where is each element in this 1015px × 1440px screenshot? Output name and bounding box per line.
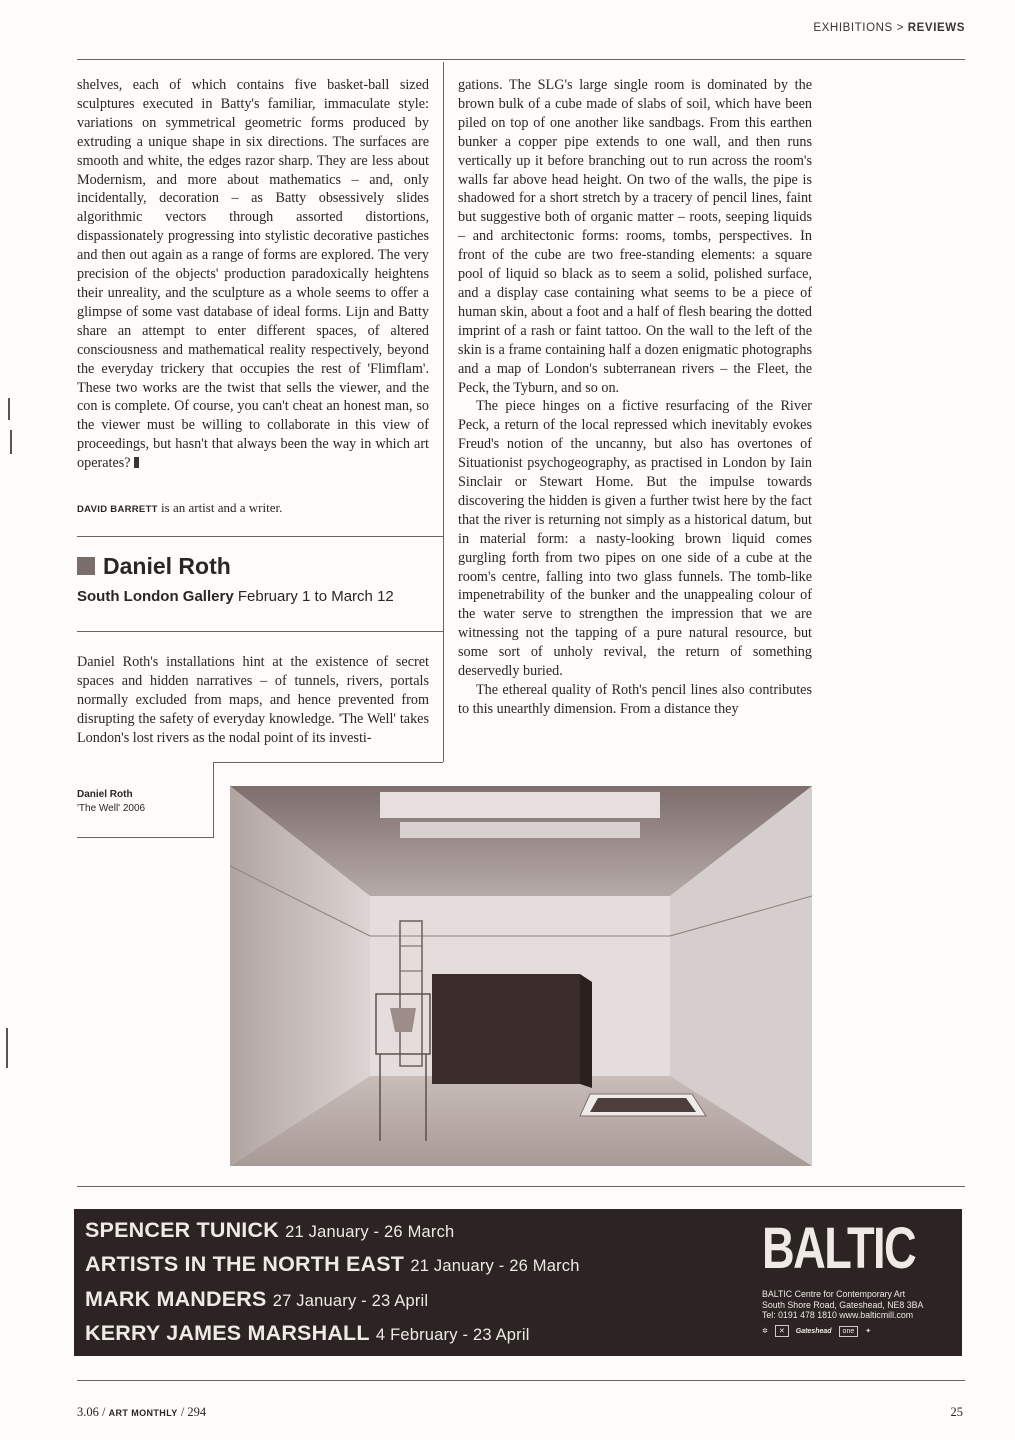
baltic-logo: BALTIC (762, 1216, 916, 1281)
right-paragraph-1: gations. The SLG's large single room is dominated by the brown bulk of a cube made of slabs of soil, which have been piled on top of one another like sandbags. From this earthen bunker a copper pipe extends to one wall, and then runs vertically up it before branching out to run across the room's walls far above head height. On two of the walls, the pipe is shadowed for a short stretch by a tracery of pencil lines, faint but suggestive both of organic matter – roots, seeping liquids – and architectonic forms: rooms, tombs, perspectives. In front of the cube are two free-standing elements: a square pool of liquid so black as to seem a solid, polished surface, and a display case containing what seems to be a piece of human skin, about a foot and a half of flesh bearing the dotted imprint of a rash or faint tattoo. On the wall to the left of the skin is a frame containing half a dozen enigmatic photographs and a map of London's subterranean rivers – the Fleet, the Peck, the Tyburn, and so on. (458, 77, 812, 396)
installation-photo-image (230, 786, 812, 1166)
ad-exhibition-2: ARTISTS IN THE NORTH EAST 21 January - 26 March (85, 1252, 580, 1276)
footer-issue: 3.06 / ART MONTHLY / 294 (77, 1405, 207, 1419)
right-paragraph-3: The ethereal quality of Roth's pencil lines also contributes to this unearthly dimension. From a distance they (458, 682, 812, 717)
left-paragraph: shelves, each of which contains five basket-ball sized sculptures executed in Batty's familiar, immaculate style: variations on symmetrical geometric forms produced by extruding a unique shape in six directions. The surfaces are smooth and white, the edges razor sharp. They are less about Modernism, and more about mathematics – and, only incidentally, decoration – as Batty obsessively slides algorithmic vectors through assorted distortions, dispassionately progressing into stylistic decorative pastiches and then out again as a range of forms are explored. The very precision of the objects' production paradoxically heightens their unreality, and the sculpture as a whole seems to offer a glimpse of some vast database of ideal forms. Lijn and Batty share an attempt to enter different spaces, of altered consciousness and mathematical reality respectively, beyond the everyday trickery that occupies the rest of 'Flimflam'. These two works are the twist that sells the viewer, and the con is complete. Of course, you can't cheat an honest man, so the viewer must be willing to collaborate in this view of proceedings, but hasn't that always been the way in which art operates? (77, 77, 429, 472)
left-column (77, 76, 429, 473)
baltic-address-1: BALTIC Centre for Contemporary Art (762, 1289, 906, 1299)
author-byline (77, 500, 282, 516)
binding-mark (10, 430, 12, 454)
section-header (813, 22, 965, 34)
review-dates: February 1 to March 12 (237, 588, 394, 605)
review-title: Daniel Roth (77, 553, 231, 580)
arts-council-icon: ✦ (865, 1328, 872, 1335)
right-paragraph-2: The piece hinges on a fictive resurfacing of the River Peck, a return of the local repressed which inevitably evokes Freud's notion of the uncanny, but also has overtones of Situationist psychogeography, as practised in London by Iain Sinclair or Stewart Home. But the impulse towards discovering the hidden is given a further twist here by the fact that the river is returning not simply as a historical datum, but in material form: a nasty-looking brown liquid comes gurgling forth from two pipes on one side of a cube at the room's centre, falling into two glass funnels. The tomb-like impenetrability of the bunker and the unappealing colour of the water serve to strengthen the impression that we are witnessing not the tapping of a pure natural resource, but some sort of unholy revival, the return of something deservedly buried. (458, 398, 812, 680)
installation-photo (230, 786, 812, 1166)
review-bottom-rule (77, 631, 443, 632)
header-rule (77, 59, 965, 60)
author-bio: is an artist and a writer. (161, 500, 283, 515)
baltic-advertisement[interactable] (74, 1209, 962, 1356)
lottery-icon: ✕ (775, 1325, 789, 1337)
binding-mark (8, 398, 10, 420)
right-column (458, 76, 812, 719)
section-label: EXHIBITIONS (813, 22, 893, 34)
square-bullet-icon (77, 557, 95, 575)
baltic-address-2: South Shore Road, Gateshead, NE8 3BA (762, 1299, 924, 1310)
one-logo: one (839, 1326, 859, 1337)
review-intro-text: Daniel Roth's installations hint at the existence of secret spaces and hidden narratives – of tunnels, rivers, portals normally excluded from maps, and hence prevented from disrupting the safety of everyday knowledge. 'The Well' takes London's lost rivers as the nodal point of its investi- (77, 654, 429, 746)
subsection-label: REVIEWS (907, 22, 965, 34)
baltic-contact: Tel: 0191 478 1810 www.balticmill.com (762, 1310, 914, 1320)
caption-side-rule (213, 762, 214, 838)
review-top-rule (77, 536, 443, 537)
footer-rule (77, 1380, 965, 1381)
baltic-contact-info (762, 1289, 923, 1321)
review-intro (77, 653, 429, 748)
ad-exhibition-4: KERRY JAMES MARSHALL 4 February - 23 April (85, 1321, 530, 1345)
caption-top-rule (213, 762, 443, 763)
sponsor-logos (762, 1325, 871, 1337)
page-number: 25 (950, 1405, 963, 1419)
ad-exhibition-3: MARK MANDERS 27 January - 23 April (85, 1287, 429, 1311)
gateshead-logo: Gateshead (795, 1327, 832, 1335)
eu-stars-icon: ✲ (762, 1328, 768, 1335)
photo-caption (77, 788, 145, 816)
review-subtitle (77, 588, 394, 605)
author-name: DAVID BARRETT (77, 504, 158, 515)
caption-artist: Daniel Roth (77, 789, 133, 800)
magazine-name: ART MONTHLY (108, 1408, 178, 1418)
review-venue: South London Gallery (77, 588, 234, 605)
caption-work: 'The Well' 2006 (77, 803, 146, 814)
ad-exhibition-1: SPENCER TUNICK 21 January - 26 March (85, 1218, 455, 1242)
photo-bottom-rule (77, 1186, 965, 1187)
section-separator: > (896, 22, 904, 34)
column-divider (443, 62, 444, 762)
caption-bottom-rule (77, 837, 214, 838)
end-mark-icon (134, 457, 139, 468)
binding-mark (6, 1028, 8, 1068)
